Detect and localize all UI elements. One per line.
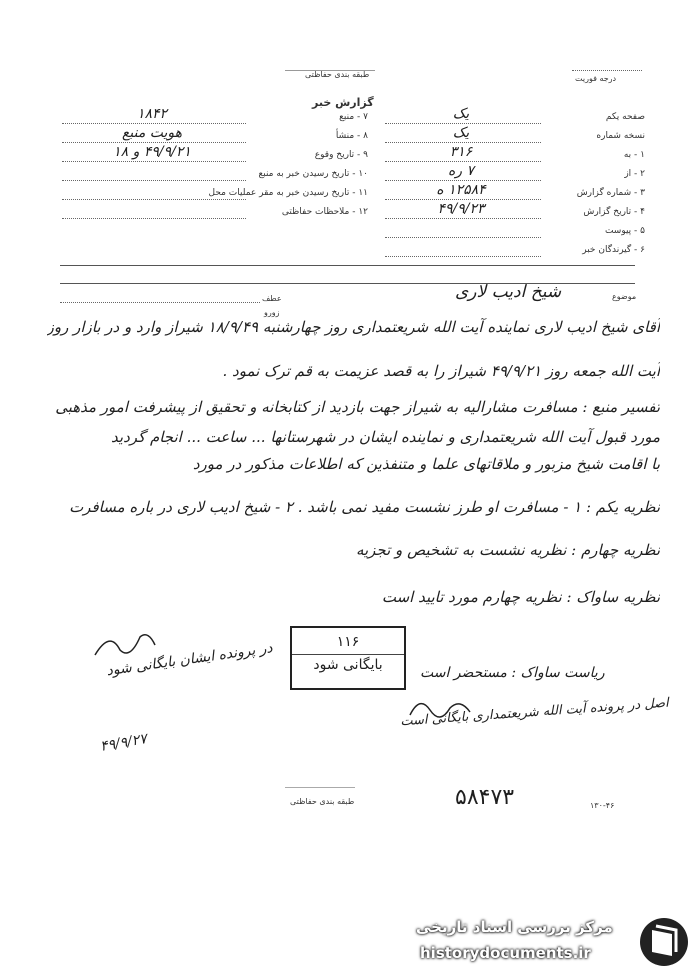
watermark-url: historydocuments.ir xyxy=(420,944,591,962)
signature-graphic-2 xyxy=(90,625,160,665)
body-line: مورد قبول آیت الله شریعتمداری و نماینده ایشان در شهرستانها ... ساعت ... انجام گردید xyxy=(111,428,660,446)
document-title: گزارش خبر xyxy=(312,96,374,109)
annotation-savak-chief: ریاست ساواک : مستحضر است xyxy=(420,665,605,681)
field-value: ۷ ره xyxy=(447,163,475,179)
field-line xyxy=(62,123,246,124)
body-line: تفسیر منبع : مسافرت مشارالیه به شیراز جهت بازدید از کتابخانه و تحقیق از پیشرفت امور مذهبی xyxy=(55,398,660,416)
body-line: آقای شیخ ادیب لاری نماینده آیت الله شریعتمداری روز چهارشنبه ۱۸/۹/۴۹ شیراز وارد و در بازار روز xyxy=(46,318,660,336)
subject-label: موضوع xyxy=(612,292,637,301)
field-line xyxy=(385,256,541,257)
field-line xyxy=(385,142,541,143)
field-value: ۱۸۴۲ xyxy=(136,106,168,122)
field-line xyxy=(385,237,541,238)
subject-aside-label-2: زورو xyxy=(264,308,280,317)
field-label: ۱۰ - تاریخ رسیدن خبر به منبع xyxy=(258,169,368,179)
field-label: ۸ - منشأ xyxy=(335,131,368,141)
urgency-line xyxy=(572,70,642,71)
field-label: ۴ - تاریخ گزارش xyxy=(583,207,645,217)
divider-top xyxy=(60,265,635,266)
classification-top: طبقه بندی حفاظتی xyxy=(305,70,370,79)
annotation-date: ۴۹/۹/۲۷ xyxy=(98,731,149,755)
field-label: ۱۱ - تاریخ رسیدن خبر به مقر عملیات محل xyxy=(208,188,368,198)
field-label: ۱۲ - ملاحظات حفاظتی xyxy=(281,207,368,217)
field-label: ۶ - گیرندگان خبر xyxy=(582,245,645,255)
top-stamp-smudge xyxy=(285,52,375,71)
subject-value: شیخ ادیب لاری xyxy=(455,282,562,302)
classification-bottom: طبقه بندی حفاظتی xyxy=(290,797,355,806)
body-line: آیت الله جمعه روز ۴۹/۹/۲۱ شیراز را به قصد عزیمت به قم ترک نمود . xyxy=(222,362,660,380)
watermark xyxy=(410,912,695,974)
field-value: ۱۲۵۸۴ ه xyxy=(436,182,486,198)
subject-line xyxy=(60,302,260,303)
annotation-archive: در پرونده ایشان بایگانی شود xyxy=(105,640,274,680)
field-line xyxy=(385,199,541,200)
field-label: نسخه شماره xyxy=(596,131,645,141)
bottom-stamp-smudge xyxy=(285,773,355,788)
body-line: نظریه چهارم : نظریه نشست به تشخیص و تجزیه xyxy=(355,541,660,559)
field-label: ۳ - شماره گزارش xyxy=(576,188,645,198)
subject-aside-label: عطف xyxy=(262,294,282,303)
field-value: ۴۹/۹/۲۳ xyxy=(437,201,485,217)
field-line xyxy=(62,180,246,181)
field-value: یک xyxy=(452,125,470,141)
field-label: ۱ - به xyxy=(623,150,645,160)
field-value: یک xyxy=(452,106,470,122)
field-line xyxy=(385,218,541,219)
field-line xyxy=(385,180,541,181)
annotation-original-file: اصل در پرونده آیت الله شریعتمداری بایگانی است xyxy=(399,695,670,730)
archive-stamp xyxy=(290,626,406,690)
field-label: ۹ - تاریخ وقوع xyxy=(314,150,368,160)
stamp-number: ۱۱۶ xyxy=(336,634,360,650)
watermark-logo-icon xyxy=(638,916,690,968)
field-value: ۴۹/۹/۲۱ و ۱۸ xyxy=(113,144,191,160)
field-line xyxy=(62,199,246,200)
stamp-text: بایگانی شود xyxy=(292,654,404,673)
body-line: نظریه یکم : ۱ - مسافرت او طرز نشست مفید نمی باشد . ۲ - شیخ ادیب لاری در باره مسافرت xyxy=(69,498,660,516)
field-value: هویت منبع xyxy=(121,125,183,141)
field-label: ۷ - منبع xyxy=(339,112,368,122)
field-label: ۲ - از xyxy=(624,169,645,179)
urgency-label: درجه فوریت xyxy=(575,74,617,83)
field-line xyxy=(62,161,246,162)
field-line xyxy=(62,142,246,143)
field-value: ۳۱۶ xyxy=(449,144,473,160)
field-line xyxy=(385,161,541,162)
field-line xyxy=(62,218,246,219)
field-label: ۵ - پیوست xyxy=(604,226,645,236)
field-line xyxy=(385,123,541,124)
field-label: صفحه یکم xyxy=(605,112,645,122)
body-line: با اقامت شیخ مزبور و ملاقاتهای علما و متنفذین که اطلاعات مذکور در مورد xyxy=(192,455,660,473)
body-line: نظریه ساواک : نظریه چهارم مورد تایید است xyxy=(381,588,660,606)
signature-graphic xyxy=(405,690,475,730)
form-code: ۱۳۰-۴۶ xyxy=(590,801,615,810)
watermark-name: مرکز بررسی اسناد تاریخی xyxy=(416,918,613,936)
document-number: ۵۸۴۷۳ xyxy=(455,785,515,810)
